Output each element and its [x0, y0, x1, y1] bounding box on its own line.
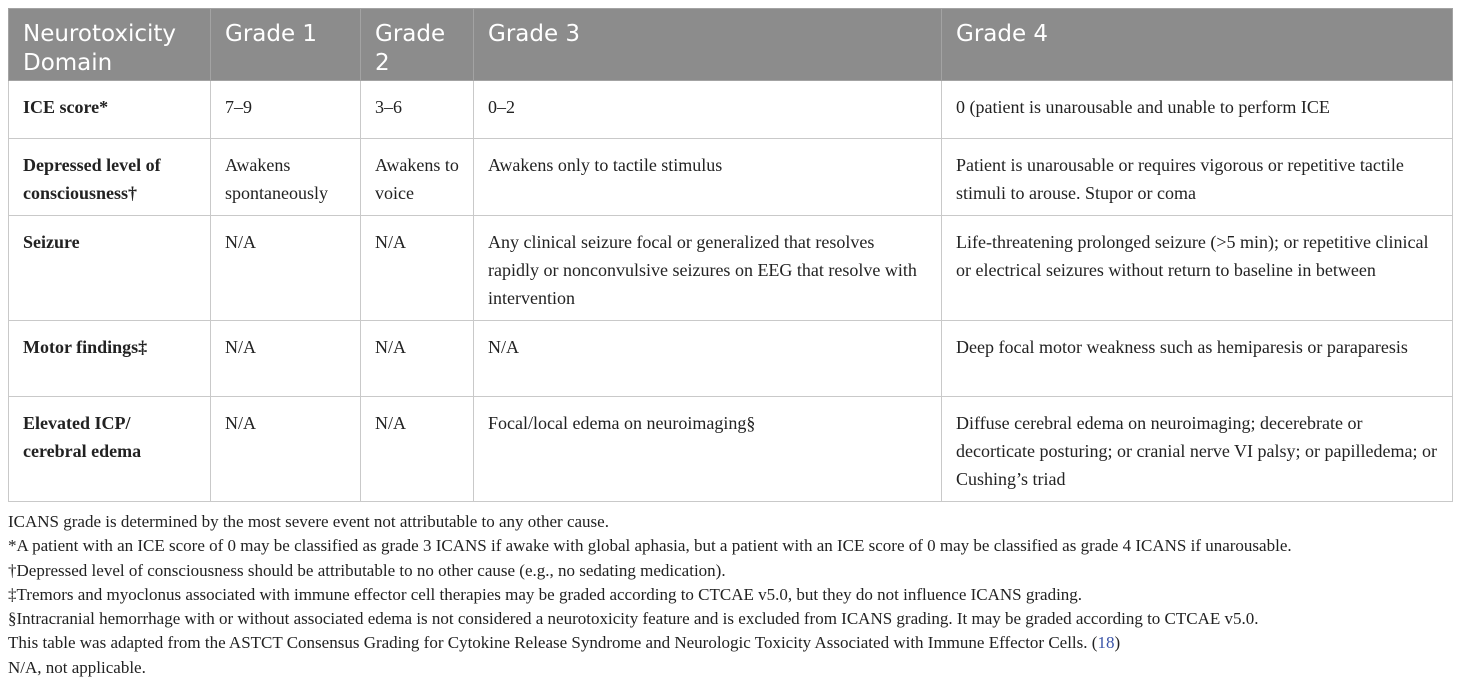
icans-grading-table: [8, 8, 1453, 502]
header-grade-3: Grade 3: [474, 9, 942, 81]
footnote-consciousness: †Depressed level of consciousness should be attributable to no other cause (e.g., no sedating medication).: [8, 560, 726, 580]
cell-grade-1: 7–9: [211, 81, 361, 139]
table-row: [9, 81, 1453, 139]
row-domain: Motor findings‡: [9, 321, 211, 397]
footnote-source: [8, 631, 1452, 655]
table-row: [9, 397, 1453, 502]
row-domain: Seizure: [9, 216, 211, 321]
cell-grade-3: Awakens only to tactile stimulus: [474, 139, 942, 216]
table-row: [9, 139, 1453, 216]
cell-grade-4: Life-threatening prolonged seizure (>5 min); or repetitive clinical or electrical seizures without return to baseline in between: [942, 216, 1453, 321]
row-domain: Depressed level of consciousness†: [9, 139, 211, 216]
row-domain: Elevated ICP/ cerebral edema: [9, 397, 211, 502]
footnote-grade-rule: ICANS grade is determined by the most severe event not attributable to any other cause.: [8, 512, 609, 531]
document-page: [8, 8, 1452, 680]
header-grade-2: Grade 2: [361, 9, 474, 81]
footnote-source-close: ): [1114, 633, 1121, 653]
cell-grade-4: Patient is unarousable or requires vigorous or repetitive tactile stimuli to arouse. Stupor or coma: [942, 139, 1453, 216]
cell-grade-3: N/A: [474, 321, 942, 397]
table-header-row: [9, 9, 1453, 81]
cell-grade-2: 3–6: [361, 81, 474, 139]
header-grade-1: Grade 1: [211, 9, 361, 81]
table-footnotes: [8, 510, 1452, 680]
table-row: [9, 321, 1453, 397]
cell-grade-2: N/A: [361, 216, 474, 321]
table-row: [9, 216, 1453, 321]
cell-grade-2: N/A: [361, 321, 474, 397]
cell-grade-1: N/A: [211, 216, 361, 321]
row-domain: ICE score*: [9, 81, 211, 139]
header-domain: Neurotoxicity Domain: [9, 9, 211, 81]
cell-grade-2: N/A: [361, 397, 474, 502]
footnote-tremors: ‡Tremors and myoclonus associated with immune effector cell therapies may be graded according to CTCAE v5.0, but they do not influence ICANS grading.: [8, 584, 1083, 604]
footnote-source-text: This table was adapted from the ASTCT Consensus Grading for Cytokine Release Syndrome and Neurologic Toxicity Associated with Immune Effector Cells. (: [8, 633, 1098, 653]
cell-grade-4: Diffuse cerebral edema on neuroimaging; decerebrate or decorticate posturing; or cranial nerve VI palsy; or papilledema; or Cushing’s triad: [942, 397, 1453, 502]
footnote-hemorrhage: §Intracranial hemorrhage with or without associated edema is not considered a neurotoxicity feature and is excluded from ICANS grading. It may be graded according to CTCAE v5.0.: [8, 609, 1259, 629]
cell-grade-3: Focal/local edema on neuroimaging§: [474, 397, 942, 502]
cell-grade-2: Awakens to voice: [361, 139, 474, 216]
cell-grade-3: Any clinical seizure focal or generalized that resolves rapidly or nonconvulsive seizures on EEG that resolve with intervention: [474, 216, 942, 321]
cell-grade-4: Deep focal motor weakness such as hemiparesis or paraparesis: [942, 321, 1453, 397]
cell-grade-1: N/A: [211, 397, 361, 502]
cell-grade-1: Awakens spontaneously: [211, 139, 361, 216]
reference-link[interactable]: 18: [1097, 633, 1115, 653]
footnote-ice-score: *A patient with an ICE score of 0 may be classified as grade 3 ICANS if awake with global aphasia, but a patient with an ICE score of 0 may be classified as grade 4 ICANS if unarousable.: [8, 536, 1292, 556]
footnote-na: N/A, not applicable.: [8, 657, 146, 677]
cell-grade-3: 0–2: [474, 81, 942, 139]
cell-grade-1: N/A: [211, 321, 361, 397]
cell-grade-4: 0 (patient is unarousable and unable to perform ICE: [942, 81, 1453, 139]
header-grade-4: Grade 4: [942, 9, 1453, 81]
